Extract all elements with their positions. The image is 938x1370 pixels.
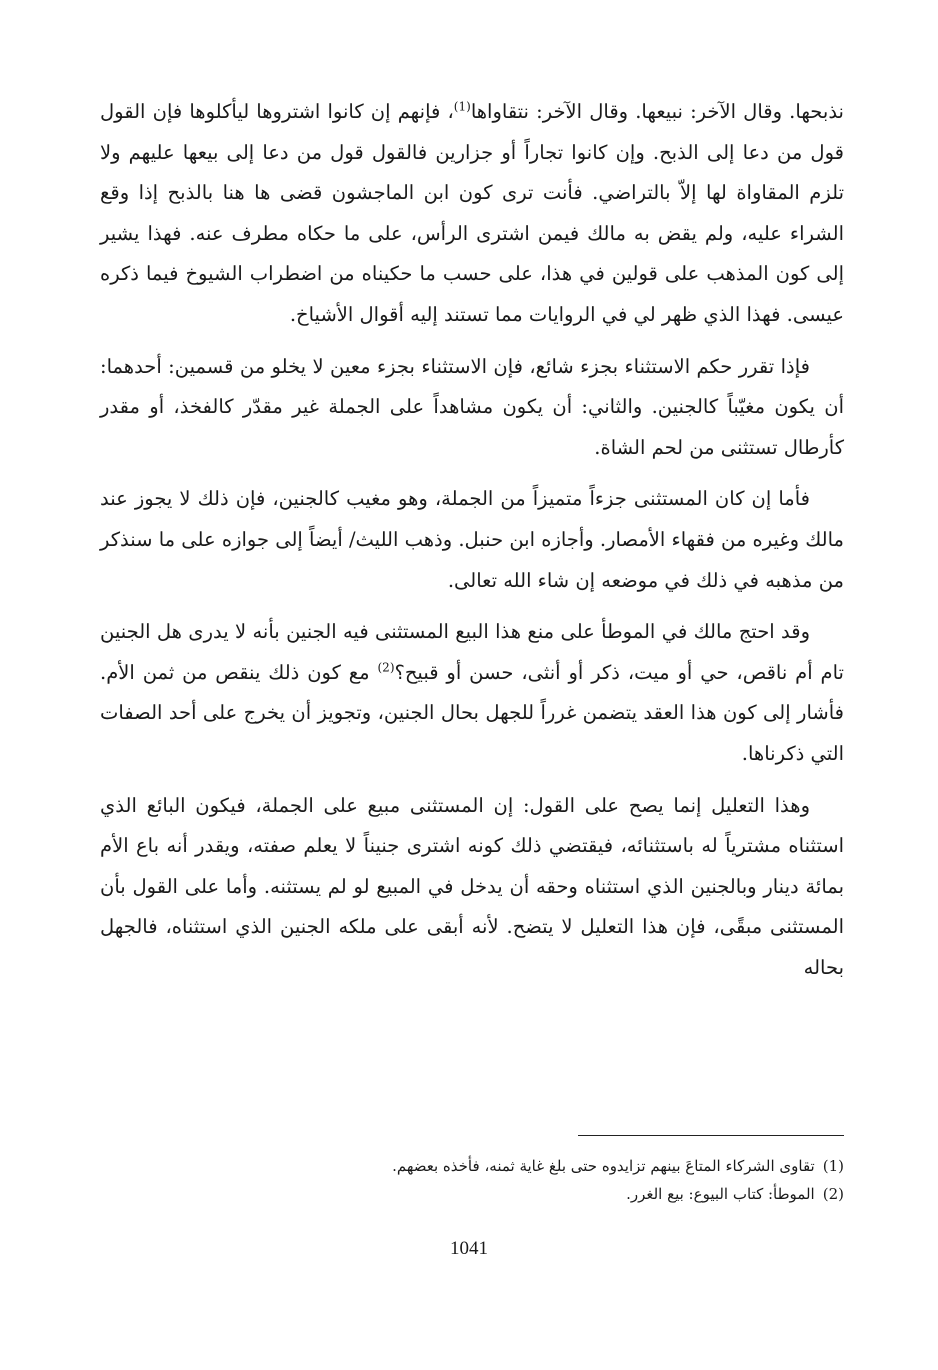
main-text xyxy=(100,92,844,988)
paragraph-1-text-b: ، فإنهم إن كانوا اشتروها ليأكلوها فإن القول قول من دعا إلى الذبح. وإن كانوا تجاراً أو جزارين فالقول قول من دعا إلى بيعها عليهم ولا تلزم المقاواة لها إلاّ بالتراضي. فأنت ترى كون ابن الماجشون قضى ها هنا بالذبح إذا وقع الشراء عليه، ولم يقض به مالك فيمن اشترى الرأس، على ما حكاه مطرف عنه. فهذا يشير إلى كون المذهب على قولين في هذا، على حسب ما حكيناه من اضطراب الشيوخ فيما ذكره عيسى. فهذا الذي ظهر لي في الروايات مما تستند إليه أقوال الأشياخ. xyxy=(100,100,844,326)
paragraph-1 xyxy=(100,92,844,336)
paragraph-4-text-b: مع كون ذلك ينقص من ثمن الأم. فأشار إلى كون هذا العقد يتضمن غرراً للجهل بحال الجنين، وتجويز أن يخرج على أحد الصفات التي ذكرناها. xyxy=(100,660,844,765)
paragraph-3-text: فأما إن كان المستثنى جزءاً متميزاً من الجملة، وهو مغيب كالجنين، فإن ذلك لا يجوز عند مالك وغيره من فقهاء الأمصار. وأجازه ابن حنبل. وذهب الليث/ أيضاً إلى جوازه على ما سنذكر من مذهبه في ذلك في موضعه إن شاء الله تعالى. xyxy=(100,487,844,592)
footnote-2-text: الموطأ: كتاب البيوع: بيع الغرر. xyxy=(626,1185,815,1203)
footnote-1-number: (1) xyxy=(822,1157,844,1175)
footnotes xyxy=(100,1152,844,1208)
paragraph-5-text: وهذا التعليل إنما يصح على القول: إن المستثنى مبيع على الجملة، فيكون البائع الذي استثناه مشترياً له باستثنائه، فيقتضي ذلك كونه اشترى جنيناً لا يعلم صفته، ويقدر أنه باع الأم بمائة دينار وبالجنين الذي استثناه وحقه أن يدخل في المبيع لو لم يستثنه. وأما على القول بأن المستثنى مبقًى، فإن هذا التعليل لا يتضح. لأنه أبقى على ملكه الجنين الذي استثناه، فالجهل بحاله xyxy=(100,793,844,979)
footnote-1 xyxy=(100,1152,844,1180)
footnote-2 xyxy=(100,1180,844,1208)
footnote-divider xyxy=(578,1135,844,1136)
paragraph-2-text: فإذا تقرر حكم الاستثناء بجزء شائع، فإن الاستثناء بجزء معين لا يخلو من قسمين: أحدهما: أن يكون مغيّباً كالجنين. والثاني: أن يكون مشاهداً على الجملة غير مقدّر كالفخذ، أو مقدر كأرطال تستثنى من لحم الشاة. xyxy=(100,354,844,459)
footnote-ref-1: (1) xyxy=(453,99,471,114)
paragraph-5 xyxy=(100,786,844,989)
footnote-ref-2: (2) xyxy=(377,660,395,675)
paragraph-2 xyxy=(100,347,844,469)
paragraph-4 xyxy=(100,612,844,774)
page-number: 1041 xyxy=(450,1238,488,1259)
footnote-1-text: تقاوى الشركاء المتاعَ بينهم تزايدوه حتى بلغ غاية ثمنه، فأخذه بعضهم. xyxy=(392,1157,815,1175)
paragraph-1-text-a: نذبحها. وقال الآخر: نبيعها. وقال الآخر: نتقاواها xyxy=(470,100,844,123)
paragraph-4-text-a: وقد احتج مالك في الموطأ على منع هذا البيع المستثنى فيه الجنين بأنه لا يدرى هل الجنين تام أم ناقص، حي أو ميت، ذكر أو أنثى، حسن أو قبيح؟ xyxy=(100,620,844,684)
footnote-2-number: (2) xyxy=(822,1185,844,1203)
paragraph-3 xyxy=(100,479,844,601)
